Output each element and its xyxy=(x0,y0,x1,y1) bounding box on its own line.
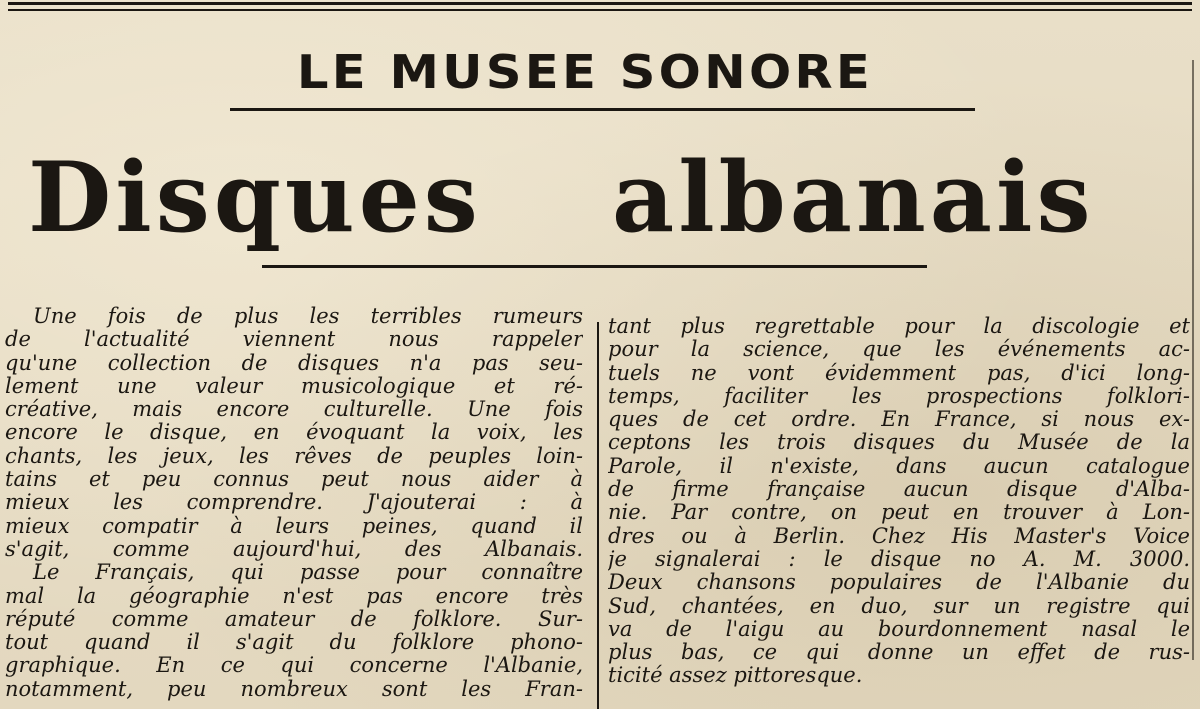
text-line: graphique. En ce qui concerne l'Albanie, xyxy=(5,654,583,678)
text-line: Deux chansons populaires de l'Albanie du xyxy=(608,571,1190,595)
text-line: Parole, il n'existe, dans aucun catalogue xyxy=(608,454,1190,478)
text-line: ques de cet ordre. En France, si nous ex- xyxy=(608,408,1190,432)
right-edge-rule xyxy=(1192,60,1194,660)
headline-word-2: albanais xyxy=(612,141,1095,254)
text-line: chants, les jeux, les rêves de peuples loin- xyxy=(5,444,583,468)
text-line: ticité assez pittoresque. xyxy=(608,664,863,688)
text-line: dres ou à Berlin. Chez His Master's Voice xyxy=(608,524,1190,548)
text-line: réputé comme amateur de folklore. Sur- xyxy=(5,607,583,631)
text-line: tuels ne vont évidemment pas, d'ici long- xyxy=(608,361,1190,385)
text-line: Une fois de plus les terribles rumeurs xyxy=(33,305,583,328)
text-line: ceptons les trois disques du Musée de la xyxy=(608,431,1190,455)
text-line: mal la géographie n'est pas encore très xyxy=(5,584,583,608)
text-line: tant plus regrettable pour la discologie et xyxy=(608,315,1190,338)
text-line: de firme française aucun disque d'Alba- xyxy=(608,478,1190,502)
text-line: tains et peu connus peut nous aider à xyxy=(5,468,583,492)
text-line: de l'actualité viennent nous rappeler xyxy=(5,328,583,352)
text-line: qu'une collection de disques n'a pas seu- xyxy=(5,351,583,375)
text-line: va de l'aigu au bourdonnement nasal le xyxy=(608,617,1190,641)
headline-underline xyxy=(262,265,927,268)
text-line: tout quand il s'agit du folklore phono- xyxy=(5,631,583,655)
top-double-rule xyxy=(8,2,1192,11)
text-line: notamment, peu nombreux sont les Fran- xyxy=(5,677,583,701)
column-divider xyxy=(597,322,599,709)
text-line: je signalerai : le disque no A. M. 3000. xyxy=(608,547,1190,571)
text-line: pour la science, que les événements ac- xyxy=(608,338,1190,362)
headline-word-1: Disques xyxy=(28,141,482,254)
text-line: temps, faciliter les prospections folklori- xyxy=(608,384,1190,408)
article-column-left xyxy=(5,305,583,701)
text-line: lement une valeur musicologique et ré- xyxy=(5,374,583,398)
text-line: mieux compatir à leurs peines, quand il xyxy=(5,514,583,538)
section-kicker: LE MUSEE SONORE xyxy=(296,45,874,99)
text-line: mieux les comprendre. J'ajouterai : à xyxy=(5,491,583,515)
text-line: Le Français, qui passe pour connaître xyxy=(33,561,583,585)
text-line: plus bas, ce qui donne un effet de rus- xyxy=(608,641,1190,665)
text-line: Sud, chantées, en duo, sur un registre qui xyxy=(608,594,1190,618)
text-line: s'agit, comme aujourd'hui, des Albanais. xyxy=(5,537,583,561)
text-line: encore le disque, en évoquant la voix, les xyxy=(5,421,583,445)
kicker-underline xyxy=(230,108,975,111)
text-line: créative, mais encore culturelle. Une fois xyxy=(5,398,583,422)
article-column-right xyxy=(608,315,1190,688)
text-line: nie. Par contre, on peut en trouver à Lon- xyxy=(608,501,1190,525)
